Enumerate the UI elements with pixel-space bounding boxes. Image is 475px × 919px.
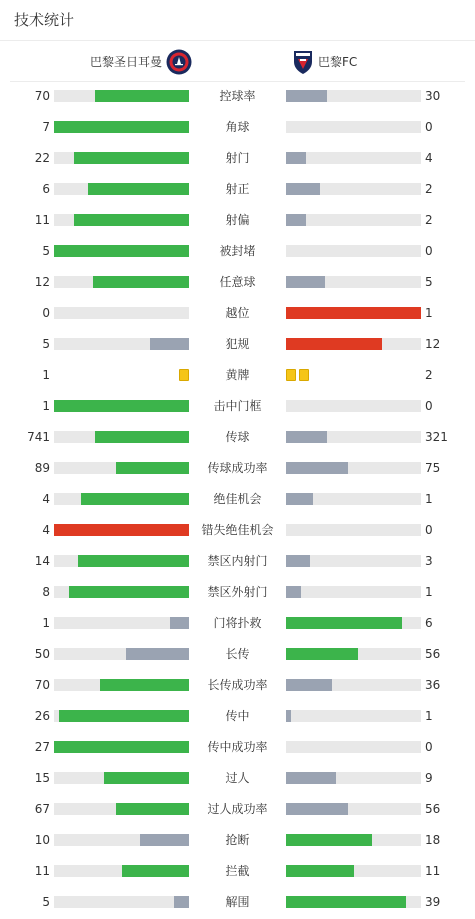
stat-label: 抢断 bbox=[225, 833, 250, 847]
home-bar-fill bbox=[74, 152, 189, 164]
home-bar-track bbox=[54, 586, 189, 598]
stat-label: 传中 bbox=[225, 709, 250, 723]
stat-row bbox=[0, 613, 475, 633]
away-bar-fill bbox=[286, 834, 372, 846]
home-value: 0 bbox=[42, 306, 50, 320]
home-value: 15 bbox=[34, 771, 50, 785]
away-value: 12 bbox=[425, 337, 441, 351]
away-bar-fill bbox=[286, 679, 332, 691]
home-bar-fill bbox=[88, 183, 189, 195]
home-bar-fill bbox=[100, 679, 189, 691]
away-bar-track bbox=[286, 307, 421, 319]
away-bar-fill bbox=[286, 772, 336, 784]
home-bar-fill bbox=[174, 896, 189, 908]
stat-label: 射门 bbox=[225, 151, 250, 165]
stat-row bbox=[0, 861, 475, 881]
stat-label: 射偏 bbox=[225, 213, 250, 227]
stat-row bbox=[0, 582, 475, 602]
home-bar-track bbox=[54, 214, 189, 226]
stat-label: 击中门框 bbox=[213, 399, 262, 413]
home-value: 12 bbox=[34, 275, 50, 289]
home-bar-track bbox=[54, 896, 189, 908]
away-bar-fill bbox=[286, 710, 291, 722]
away-value: 11 bbox=[425, 864, 441, 878]
stat-label: 长传成功率 bbox=[207, 678, 268, 692]
home-bar-fill bbox=[54, 400, 189, 412]
home-bar-fill bbox=[95, 90, 190, 102]
stat-row bbox=[0, 179, 475, 199]
stat-row bbox=[0, 148, 475, 168]
stat-label: 控球率 bbox=[219, 89, 256, 103]
stat-row bbox=[0, 644, 475, 664]
stat-label: 拦截 bbox=[225, 864, 250, 878]
home-bar-track bbox=[54, 648, 189, 660]
home-bar-track bbox=[54, 431, 189, 443]
away-value: 18 bbox=[425, 833, 441, 847]
away-bar-track bbox=[286, 648, 421, 660]
away-bar-track bbox=[286, 555, 421, 567]
stat-label: 门将扑救 bbox=[213, 616, 262, 630]
away-value: 0 bbox=[425, 399, 433, 413]
away-value: 0 bbox=[425, 120, 433, 134]
away-bar-track bbox=[286, 90, 421, 102]
away-bar-fill bbox=[286, 90, 327, 102]
stat-label: 长传 bbox=[225, 647, 250, 661]
home-value: 6 bbox=[42, 182, 50, 196]
away-yellow-cards bbox=[286, 369, 309, 381]
away-bar-track bbox=[286, 214, 421, 226]
home-bar-fill bbox=[54, 741, 189, 753]
away-value: 39 bbox=[425, 895, 441, 909]
away-value: 4 bbox=[425, 151, 433, 165]
home-bar-fill bbox=[74, 214, 189, 226]
stat-row bbox=[0, 210, 475, 230]
home-bar-track bbox=[54, 152, 189, 164]
home-value: 22 bbox=[34, 151, 50, 165]
away-value: 1 bbox=[425, 709, 433, 723]
home-bar-fill bbox=[104, 772, 189, 784]
away-bar-fill bbox=[286, 152, 306, 164]
stat-row bbox=[0, 489, 475, 509]
home-bar-fill bbox=[170, 617, 189, 629]
home-bar-fill bbox=[126, 648, 189, 660]
away-value: 75 bbox=[425, 461, 441, 475]
away-bar-fill bbox=[286, 307, 421, 319]
stat-label: 角球 bbox=[225, 120, 250, 134]
home-bar-track bbox=[54, 803, 189, 815]
away-bar-fill bbox=[286, 214, 306, 226]
home-value: 11 bbox=[34, 864, 50, 878]
away-bar-track bbox=[286, 741, 421, 753]
away-bar-track bbox=[286, 400, 421, 412]
title-divider bbox=[0, 40, 475, 41]
away-value: 1 bbox=[425, 306, 433, 320]
home-bar-track bbox=[54, 183, 189, 195]
away-value: 2 bbox=[425, 213, 433, 227]
away-bar-track bbox=[286, 431, 421, 443]
stat-row bbox=[0, 458, 475, 478]
home-bar-fill bbox=[69, 586, 189, 598]
away-bar-fill bbox=[286, 431, 327, 443]
away-bar-fill bbox=[286, 493, 313, 505]
stat-label: 任意球 bbox=[219, 275, 256, 289]
home-bar-track bbox=[54, 772, 189, 784]
away-team-name: 巴黎FC bbox=[318, 55, 358, 69]
away-bar-fill bbox=[286, 586, 301, 598]
home-value: 5 bbox=[42, 244, 50, 258]
home-value: 4 bbox=[42, 492, 50, 506]
away-bar-fill bbox=[286, 183, 320, 195]
yellow-card-icon bbox=[286, 369, 296, 381]
home-value: 70 bbox=[34, 678, 50, 692]
away-value: 0 bbox=[425, 244, 433, 258]
stat-label: 过人成功率 bbox=[207, 802, 268, 816]
home-bar-track bbox=[54, 245, 189, 257]
stat-label: 绝佳机会 bbox=[213, 492, 262, 506]
away-bar-fill bbox=[286, 617, 402, 629]
stat-row bbox=[0, 799, 475, 819]
away-bar-fill bbox=[286, 276, 325, 288]
home-value: 27 bbox=[34, 740, 50, 754]
home-bar-track bbox=[54, 741, 189, 753]
away-value: 0 bbox=[425, 523, 433, 537]
away-value: 0 bbox=[425, 740, 433, 754]
home-value: 70 bbox=[34, 89, 50, 103]
stat-label: 过人 bbox=[225, 771, 250, 785]
stat-row bbox=[0, 396, 475, 416]
home-bar-track bbox=[54, 865, 189, 877]
home-value: 8 bbox=[42, 585, 50, 599]
away-team[interactable] bbox=[292, 48, 357, 75]
home-bar-fill bbox=[140, 834, 189, 846]
away-bar-track bbox=[286, 524, 421, 536]
away-value: 6 bbox=[425, 616, 433, 630]
home-value: 26 bbox=[34, 709, 50, 723]
stat-row bbox=[0, 272, 475, 292]
home-bar-fill bbox=[54, 245, 189, 257]
home-value: 89 bbox=[34, 461, 50, 475]
home-bar-fill bbox=[59, 710, 189, 722]
home-value: 1 bbox=[42, 616, 50, 630]
home-bar-fill bbox=[81, 493, 189, 505]
home-value: 67 bbox=[34, 802, 50, 816]
stat-label: 被封堵 bbox=[219, 244, 256, 258]
home-value: 1 bbox=[42, 399, 50, 413]
home-value: 5 bbox=[42, 337, 50, 351]
home-bar-track bbox=[54, 710, 189, 722]
stat-row bbox=[0, 675, 475, 695]
stat-row bbox=[0, 520, 475, 540]
stat-row bbox=[0, 365, 475, 385]
paris-fc-crest-icon bbox=[292, 49, 314, 75]
stat-label: 传中成功率 bbox=[207, 740, 268, 754]
home-team-name: 巴黎圣日耳曼 bbox=[90, 55, 163, 69]
stat-row bbox=[0, 427, 475, 447]
psg-crest-icon bbox=[166, 49, 192, 75]
away-bar-track bbox=[286, 462, 421, 474]
home-bar-track bbox=[54, 90, 189, 102]
stat-label: 犯规 bbox=[225, 337, 250, 351]
away-bar-fill bbox=[286, 865, 354, 877]
stat-label: 错失绝佳机会 bbox=[201, 523, 274, 537]
stat-label: 传球 bbox=[225, 430, 250, 444]
away-bar-fill bbox=[286, 462, 348, 474]
stat-row bbox=[0, 706, 475, 726]
home-bar-fill bbox=[122, 865, 190, 877]
away-bar-track bbox=[286, 338, 421, 350]
away-value: 321 bbox=[425, 430, 448, 444]
away-bar-track bbox=[286, 183, 421, 195]
home-bar-track bbox=[54, 400, 189, 412]
home-bar-track bbox=[54, 834, 189, 846]
away-bar-track bbox=[286, 803, 421, 815]
stat-label: 解围 bbox=[225, 895, 250, 909]
away-value: 1 bbox=[425, 492, 433, 506]
away-value: 2 bbox=[425, 182, 433, 196]
away-bar-track bbox=[286, 121, 421, 133]
home-team[interactable] bbox=[90, 48, 192, 75]
stat-row bbox=[0, 737, 475, 757]
home-bar-fill bbox=[78, 555, 189, 567]
away-value: 1 bbox=[425, 585, 433, 599]
stat-row bbox=[0, 117, 475, 137]
away-value: 56 bbox=[425, 802, 441, 816]
home-bar-track bbox=[54, 555, 189, 567]
away-value: 5 bbox=[425, 275, 433, 289]
home-value: 4 bbox=[42, 523, 50, 537]
home-bar-track bbox=[54, 462, 189, 474]
stat-row bbox=[0, 830, 475, 850]
stat-row bbox=[0, 86, 475, 106]
away-value: 2 bbox=[425, 368, 433, 382]
away-bar-track bbox=[286, 679, 421, 691]
away-bar-fill bbox=[286, 648, 358, 660]
home-bar-track bbox=[54, 307, 189, 319]
stat-row bbox=[0, 551, 475, 571]
home-bar-track bbox=[54, 276, 189, 288]
stat-row bbox=[0, 334, 475, 354]
home-bar-fill bbox=[116, 803, 189, 815]
home-value: 1 bbox=[42, 368, 50, 382]
away-value: 30 bbox=[425, 89, 441, 103]
home-bar-fill bbox=[54, 524, 189, 536]
stat-row bbox=[0, 892, 475, 912]
away-bar-track bbox=[286, 896, 421, 908]
stat-row bbox=[0, 303, 475, 323]
home-bar-track bbox=[54, 679, 189, 691]
stat-label: 黄牌 bbox=[225, 368, 250, 382]
stat-label: 禁区内射门 bbox=[207, 554, 268, 568]
home-value: 741 bbox=[27, 430, 50, 444]
page-title: 技术统计 bbox=[14, 11, 75, 29]
home-bar-fill bbox=[95, 431, 190, 443]
home-yellow-cards bbox=[179, 369, 189, 381]
away-bar-track bbox=[286, 710, 421, 722]
away-bar-track bbox=[286, 617, 421, 629]
home-value: 7 bbox=[42, 120, 50, 134]
away-bar-fill bbox=[286, 896, 406, 908]
stat-label: 射正 bbox=[225, 182, 250, 196]
yellow-card-icon bbox=[299, 369, 309, 381]
home-bar-track bbox=[54, 338, 189, 350]
home-value: 50 bbox=[34, 647, 50, 661]
away-bar-track bbox=[286, 834, 421, 846]
home-bar-track bbox=[54, 524, 189, 536]
away-bar-track bbox=[286, 152, 421, 164]
home-bar-track bbox=[54, 493, 189, 505]
away-bar-track bbox=[286, 493, 421, 505]
away-bar-fill bbox=[286, 338, 382, 350]
home-bar-track bbox=[54, 121, 189, 133]
home-value: 14 bbox=[34, 554, 50, 568]
away-bar-track bbox=[286, 586, 421, 598]
header-divider bbox=[10, 81, 465, 82]
home-bar-fill bbox=[54, 121, 189, 133]
stat-label: 越位 bbox=[225, 306, 250, 320]
away-value: 3 bbox=[425, 554, 433, 568]
away-bar-fill bbox=[286, 555, 310, 567]
home-value: 5 bbox=[42, 895, 50, 909]
home-value: 10 bbox=[34, 833, 50, 847]
away-bar-track bbox=[286, 772, 421, 784]
home-bar-track bbox=[54, 617, 189, 629]
away-bar-fill bbox=[286, 803, 348, 815]
home-bar-fill bbox=[116, 462, 189, 474]
away-bar-track bbox=[286, 865, 421, 877]
yellow-card-icon bbox=[179, 369, 189, 381]
away-bar-track bbox=[286, 276, 421, 288]
away-value: 56 bbox=[425, 647, 441, 661]
home-bar-fill bbox=[93, 276, 189, 288]
stat-row bbox=[0, 768, 475, 788]
away-value: 9 bbox=[425, 771, 433, 785]
stat-label: 传球成功率 bbox=[207, 461, 268, 475]
home-bar-fill bbox=[150, 338, 189, 350]
stat-label: 禁区外射门 bbox=[207, 585, 268, 599]
home-value: 11 bbox=[34, 213, 50, 227]
away-value: 36 bbox=[425, 678, 441, 692]
stat-row bbox=[0, 241, 475, 261]
away-bar-track bbox=[286, 245, 421, 257]
